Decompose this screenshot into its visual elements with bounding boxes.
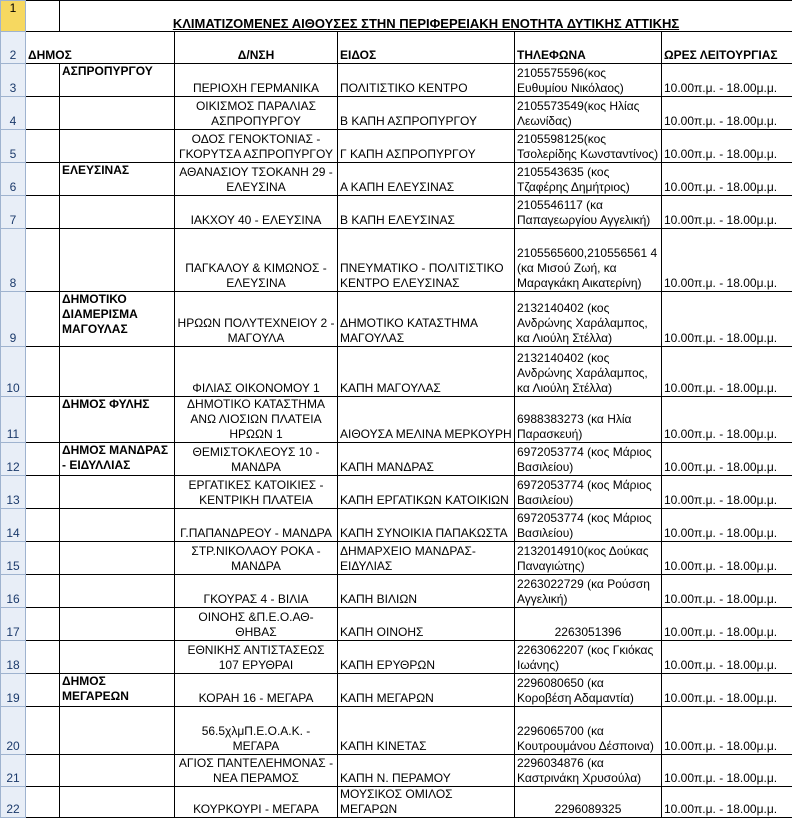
cell-hours[interactable]: 10.00π.μ. - 18.00μ.μ. — [662, 397, 792, 443]
cell-address[interactable]: ΗΡΩΩΝ ΠΟΛΥΤΕΧΝΕΙΟΥ 2 - ΜΑΓΟΥΛΑ — [175, 292, 338, 347]
cell-address[interactable]: ΚΟΡΑΗ 16 - ΜΕΓΑΡΑ — [175, 674, 338, 707]
cell-hours[interactable]: 10.00π.μ. - 18.00μ.μ. — [662, 575, 792, 608]
cell-dimos[interactable] — [60, 755, 175, 787]
table-row — [1, 229, 792, 292]
cell-type[interactable]: ΚΑΠΗ ΒΙΛΙΩΝ — [338, 575, 515, 608]
cell-type[interactable]: ΠΟΛΙΤΙΣΤΙΚΟ ΚΕΝΤΡΟ — [338, 64, 515, 97]
header-phone: ΤΗΛΕΦΩΝΑ — [515, 32, 662, 64]
title-row — [1, 1, 792, 32]
cell-dimos[interactable] — [60, 229, 175, 292]
cell-hours[interactable]: 10.00π.μ. - 18.00μ.μ. — [662, 347, 792, 397]
row-header[interactable]: 4 — [1, 97, 26, 130]
cell-hours[interactable]: 10.00π.μ. - 18.00μ.μ. — [662, 97, 792, 130]
table-row — [1, 476, 792, 509]
cell-address[interactable]: ΔΗΜΟΤΙΚΟ ΚΑΤΑΣΤΗΜΑ ΑΝΩ ΛΙΟΣΙΩΝ ΠΛΑΤΕΙΑ ΗΡΩΩΝ 1 — [175, 397, 338, 443]
cell-hours[interactable]: 10.00π.μ. - 18.00μ.μ. — [662, 64, 792, 97]
cell-address[interactable]: ΕΡΓΑΤΙΚΕΣ ΚΑΤΟΙΚΙΕΣ - ΚΕΝΤΡΙΚΗ ΠΛΑΤΕΙΑ — [175, 476, 338, 509]
cell-type[interactable]: ΚΑΠΗ ΚΙΝΕΤΑΣ — [338, 707, 515, 755]
cell-type[interactable]: ΚΑΠΗ ΜΑΓΟΥΛΑΣ — [338, 347, 515, 397]
cell-phone[interactable]: 2263062207 (κος Γκιόκας Ιωάνης) — [515, 641, 662, 674]
cell-address[interactable]: ΟΙΝΟΗΣ &Π.Ε.Ο.ΑΘ- ΘΗΒΑΣ — [175, 608, 338, 641]
cell-address[interactable]: ΑΘΑΝΑΣΙΟΥ ΤΣΟΚΑΝΗ 29 - ΕΛΕΥΣΙΝΑ — [175, 163, 338, 196]
table-row — [1, 163, 792, 196]
table-row — [1, 64, 792, 97]
row-header[interactable]: 10 — [1, 347, 26, 397]
cell-dimos[interactable] — [60, 787, 175, 818]
cell-phone[interactable]: 6972053774 (κος Μάριος Βασιλείου) — [515, 443, 662, 476]
cell-address[interactable]: ΙΑΚΧΟΥ 40 - ΕΛΕΥΣΙΝΑ — [175, 196, 338, 229]
cell-hours[interactable]: 10.00π.μ. - 18.00μ.μ. — [662, 787, 792, 818]
cell-address[interactable]: 56.5χλμΠ.Ε.Ο.Α.Κ. - ΜΕΓΑΡΑ — [175, 707, 338, 755]
cell-dimos[interactable] — [60, 476, 175, 509]
row-header[interactable]: 13 — [1, 476, 26, 509]
cell-empty[interactable] — [26, 755, 60, 787]
cell-empty[interactable] — [26, 397, 60, 443]
cell-type[interactable]: ΠΝΕΥΜΑΤΙΚΟ - ΠΟΛΙΤΙΣΤΙΚΟ ΚΕΝΤΡΟ ΕΛΕΥΣΙΝΑΣ — [338, 229, 515, 292]
table-row — [1, 443, 792, 476]
cell-empty[interactable] — [26, 443, 60, 476]
row-header[interactable]: 22 — [1, 787, 26, 818]
cell-dimos[interactable]: ΔΗΜΟΤΙΚΟ ΔΙΑΜΕΡΙΣΜΑ ΜΑΓΟΥΛΑΣ — [60, 292, 175, 347]
cell-dimos[interactable] — [60, 347, 175, 397]
cell-dimos[interactable]: ΔΗΜΟΣ ΜΕΓΑΡΕΩΝ — [60, 674, 175, 707]
cell-hours[interactable]: 10.00π.μ. - 18.00μ.μ. — [662, 196, 792, 229]
cell-dimos[interactable] — [60, 196, 175, 229]
row-header[interactable]: 21 — [1, 755, 26, 787]
cell-type[interactable]: ΚΑΠΗ ΣΥΝΟΙΚΙΑ ΠΑΠΑΚΩΣΤΑ — [338, 509, 515, 542]
table-row — [1, 292, 792, 347]
cell-address[interactable]: ΦΙΛΙΑΣ ΟΙΚΟΝΟΜΟΥ 1 — [175, 347, 338, 397]
cell-empty[interactable] — [26, 707, 60, 755]
cell-dimos[interactable] — [60, 97, 175, 130]
row-header[interactable]: 11 — [1, 397, 26, 443]
cell-empty[interactable] — [26, 787, 60, 818]
cell-hours[interactable]: 10.00π.μ. - 18.00μ.μ. — [662, 509, 792, 542]
cell-dimos[interactable]: ΔΗΜΟΣ ΜΑΝΔΡΑΣ - ΕΙΔΥΛΛΙΑΣ — [60, 443, 175, 476]
cell-type[interactable]: Γ ΚΑΠΗ ΑΣΠΡΟΠΥΡΓΟΥ — [338, 130, 515, 163]
table-row — [1, 755, 792, 787]
cell-address[interactable]: ΕΘΝΙΚΗΣ ΑΝΤΙΣΤΑΣΕΩΣ 107 ΕΡΥΘΡΑΙ — [175, 641, 338, 674]
cell-hours[interactable]: 10.00π.μ. - 18.00μ.μ. — [662, 163, 792, 196]
cell-empty[interactable] — [26, 196, 60, 229]
cell-type[interactable]: ΚΑΠΗ ΜΑΝΔΡΑΣ — [338, 443, 515, 476]
cell-address[interactable]: ΠΕΡΙΟΧΗ ΓΕΡΜΑΝΙΚΑ — [175, 64, 338, 97]
cell-phone[interactable]: 2105565600,210556561 4 (κα Μισού Ζωή, κα Μαραγκάκη Αικατερίνη) — [515, 229, 662, 292]
table-row — [1, 347, 792, 397]
cell-phone[interactable]: 2105598125(κος Τσολερίδης Κωνσταντίνος) — [515, 130, 662, 163]
cell-hours[interactable]: 10.00π.μ. - 18.00μ.μ. — [662, 755, 792, 787]
cell-phone[interactable]: 6972053774 (κος Μάριος Βασιλείου) — [515, 476, 662, 509]
cell-type[interactable]: ΚΑΠΗ ΜΕΓΑΡΩΝ — [338, 674, 515, 707]
cell-type[interactable]: ΔΗΜΑΡΧΕΙΟ ΜΑΝΔΡΑΣ-ΕΙΔΥΛΙΑΣ — [338, 542, 515, 575]
cell-empty[interactable] — [26, 641, 60, 674]
cell-empty[interactable] — [26, 509, 60, 542]
cell-phone[interactable]: 6988383273 (κα Ηλία Παρασκευή) — [515, 397, 662, 443]
cell-type[interactable]: ΚΑΠΗ ΟΙΝΟΗΣ — [338, 608, 515, 641]
cell-phone[interactable]: 2132140402 (κος Ανδρώνης Χαράλαμπος, κα Λιούλη Στέλλα) — [515, 292, 662, 347]
cell-hours[interactable]: 10.00π.μ. - 18.00μ.μ. — [662, 542, 792, 575]
cell-type[interactable]: ΑΙΘΟΥΣΑ ΜΕΛΙΝΑ ΜΕΡΚΟΥΡΗ — [338, 397, 515, 443]
cell-hours[interactable]: 10.00π.μ. - 18.00μ.μ. — [662, 130, 792, 163]
table-row — [1, 397, 792, 443]
cell-address[interactable]: ΑΓΙΟΣ ΠΑΝΤΕΛΕΗΜΟΝΑΣ - ΝΕΑ ΠΕΡΑΜΟΣ — [175, 755, 338, 787]
row-header[interactable]: 15 — [1, 542, 26, 575]
cell-phone[interactable]: 2296089325 — [515, 787, 662, 818]
cell-type[interactable]: ΔΗΜΟΤΙΚΟ ΚΑΤΑΣΤΗΜΑ ΜΑΓΟΥΛΑΣ — [338, 292, 515, 347]
table-row — [1, 575, 792, 608]
cell-phone[interactable]: 2105573549(κος Ηλίας Λεωνίδας) — [515, 97, 662, 130]
cell-type[interactable]: ΚΑΠΗ ΕΡΥΘΡΩΝ — [338, 641, 515, 674]
row-header[interactable]: 3 — [1, 64, 26, 97]
cell-address[interactable]: ΠΑΓΚΑΛΟΥ & ΚΙΜΩΝΟΣ - ΕΛΕΥΣΙΝΑ — [175, 229, 338, 292]
table-row — [1, 707, 792, 755]
cell-dimos[interactable] — [60, 130, 175, 163]
header-dimos: ΔΗΜΟΣ — [26, 32, 175, 64]
cell-empty[interactable] — [26, 163, 60, 196]
cell-phone[interactable]: 2263051396 — [515, 608, 662, 641]
cell-hours[interactable]: 10.00π.μ. - 18.00μ.μ. — [662, 476, 792, 509]
cell-phone[interactable]: 2105546117 (κα Παπαγεωργίου Αγγελική) — [515, 196, 662, 229]
cell-hours[interactable]: 10.00π.μ. - 18.00μ.μ. — [662, 292, 792, 347]
cell-dimos[interactable] — [60, 509, 175, 542]
row-header[interactable]: 7 — [1, 196, 26, 229]
row-header[interactable]: 17 — [1, 608, 26, 641]
table-row — [1, 130, 792, 163]
cell-address[interactable]: ΚΟΥΡΚΟΥΡΙ - ΜΕΓΑΡΑ — [175, 787, 338, 818]
cell-hours[interactable]: 10.00π.μ. - 18.00μ.μ. — [662, 674, 792, 707]
cell-phone[interactable]: 2296065700 (κα Κουτρουμάνου Δέσποινα) — [515, 707, 662, 755]
cell-phone[interactable]: 2263022729 (κα Ρούσση Αγγελική) — [515, 575, 662, 608]
cell-hours[interactable]: 10.00π.μ. - 18.00μ.μ. — [662, 608, 792, 641]
cell-empty[interactable] — [26, 130, 60, 163]
cell-type[interactable]: Β ΚΑΠΗ ΑΣΠΡΟΠΥΡΓΟΥ — [338, 97, 515, 130]
cell-phone[interactable]: 2105575596(κος Ευθυμίου Νικόλαος) — [515, 64, 662, 97]
cell-phone[interactable]: 2296080650 (κα Κοροβέση Αδαμαντία) — [515, 674, 662, 707]
cell-dimos[interactable]: ΔΗΜΟΣ ΦΥΛΗΣ — [60, 397, 175, 443]
cell-dimos[interactable]: ΑΣΠΡΟΠΥΡΓΟΥ — [60, 64, 175, 97]
row-header[interactable]: 9 — [1, 292, 26, 347]
cell-address[interactable]: ΟΙΚΙΣΜΟΣ ΠΑΡΑΛΙΑΣ ΑΣΠΡΟΠΥΡΓΟΥ — [175, 97, 338, 130]
cell-dimos[interactable] — [60, 542, 175, 575]
cell-empty[interactable] — [26, 347, 60, 397]
page-title: ΚΛΙΜΑΤΙΖΟΜΕΝΕΣ ΑΙΘΟΥΣΕΣ ΣΤΗΝ ΠΕΡΙΦΕΡΕΙΑΚΗ ΕΝΟΤΗΤΑ ΔΥΤΙΚΗΣ ΑΤΤΙΚΗΣ — [60, 1, 792, 32]
cell-empty[interactable] — [26, 542, 60, 575]
header-address: Δ/ΝΣΗ — [175, 32, 338, 64]
cell-type[interactable]: ΚΑΠΗ Ν. ΠΕΡΑΜΟΥ — [338, 755, 515, 787]
cell-empty[interactable] — [26, 575, 60, 608]
table-row — [1, 542, 792, 575]
cell-type[interactable]: Β ΚΑΠΗ ΕΛΕΥΣΙΝΑΣ — [338, 196, 515, 229]
cell-empty[interactable] — [26, 476, 60, 509]
cell-hours[interactable]: 10.00π.μ. - 18.00μ.μ. — [662, 443, 792, 476]
row-header[interactable]: 8 — [1, 229, 26, 292]
cell-hours[interactable]: 10.00π.μ. - 18.00μ.μ. — [662, 229, 792, 292]
cell-hours[interactable]: 10.00π.μ. - 18.00μ.μ. — [662, 641, 792, 674]
header-row — [1, 32, 792, 64]
cell-empty[interactable] — [26, 608, 60, 641]
row-header[interactable]: 2 — [1, 32, 26, 64]
cell-phone[interactable]: 6972053774 (κος Μάριος Βασιλείου) — [515, 509, 662, 542]
cell-phone[interactable]: 2132014910(κος Δούκας Παναγιώτης) — [515, 542, 662, 575]
cell-type[interactable]: ΚΑΠΗ ΕΡΓΑΤΙΚΩΝ ΚΑΤΟΙΚΙΩΝ — [338, 476, 515, 509]
cell-empty[interactable] — [26, 229, 60, 292]
cell-dimos[interactable] — [60, 575, 175, 608]
cell-dimos[interactable] — [60, 608, 175, 641]
table-row — [1, 608, 792, 641]
table-row — [1, 787, 792, 818]
cell-empty[interactable] — [26, 97, 60, 130]
cell-dimos[interactable]: ΕΛΕΥΣΙΝΑΣ — [60, 163, 175, 196]
table-row — [1, 674, 792, 707]
cell-type[interactable]: Α ΚΑΠΗ ΕΛΕΥΣΙΝΑΣ — [338, 163, 515, 196]
cell-phone[interactable]: 2296034876 (κα Καστρινάκη Χρυσούλα) — [515, 755, 662, 787]
row-header[interactable]: 14 — [1, 509, 26, 542]
cell-empty[interactable] — [26, 674, 60, 707]
cell-address[interactable]: ΟΔΟΣ ΓΕΝΟΚΤΟΝΙΑΣ - ΓΚΟΡΥΤΣΑ ΑΣΠΡΟΠΥΡΓΟΥ — [175, 130, 338, 163]
cell-phone[interactable]: 2105543635 (κος Τζαφέρης Δημήτριος) — [515, 163, 662, 196]
row-header[interactable]: 12 — [1, 443, 26, 476]
row-header[interactable]: 16 — [1, 575, 26, 608]
row-header[interactable]: 18 — [1, 641, 26, 674]
cell-address[interactable]: ΓΚΟΥΡΑΣ 4 - ΒΙΛΙΑ — [175, 575, 338, 608]
row-header[interactable]: 1 — [1, 1, 26, 32]
cell-address[interactable]: Γ.ΠΑΠΑΝΔΡΕΟΥ - ΜΑΝΔΡΑ — [175, 509, 338, 542]
row-header[interactable]: 5 — [1, 130, 26, 163]
cell-address[interactable]: ΘΕΜΙΣΤΟΚΛΕΟΥΣ 10 - ΜΑΝΔΡΑ — [175, 443, 338, 476]
table-row — [1, 641, 792, 674]
row-header[interactable]: 20 — [1, 707, 26, 755]
row-header[interactable]: 19 — [1, 674, 26, 707]
cell-hours[interactable]: 10.00π.μ. - 18.00μ.μ. — [662, 707, 792, 755]
cell-empty[interactable] — [26, 64, 60, 97]
selected-cell[interactable] — [26, 1, 60, 32]
cell-dimos[interactable] — [60, 641, 175, 674]
cell-address[interactable]: ΣΤΡ.ΝΙΚΟΛΑΟΥ ΡΟΚΑ - ΜΑΝΔΡΑ — [175, 542, 338, 575]
cell-dimos[interactable] — [60, 707, 175, 755]
cell-type[interactable]: ΜΟΥΣΙΚΟΣ ΟΜΙΛΟΣ ΜΕΓΑΡΩΝ — [338, 787, 515, 818]
header-type: ΕΙΔΟΣ — [338, 32, 515, 64]
cell-empty[interactable] — [26, 292, 60, 347]
table-row — [1, 97, 792, 130]
cell-phone[interactable]: 2132140402 (κος Ανδρώνης Χαράλαμπος, κα Λιούλη Στέλλα) — [515, 347, 662, 397]
table-row — [1, 196, 792, 229]
row-header[interactable]: 6 — [1, 163, 26, 196]
header-hours: ΩΡΕΣ ΛΕΙΤΟΥΡΓΙΑΣ — [662, 32, 792, 64]
table-row — [1, 509, 792, 542]
